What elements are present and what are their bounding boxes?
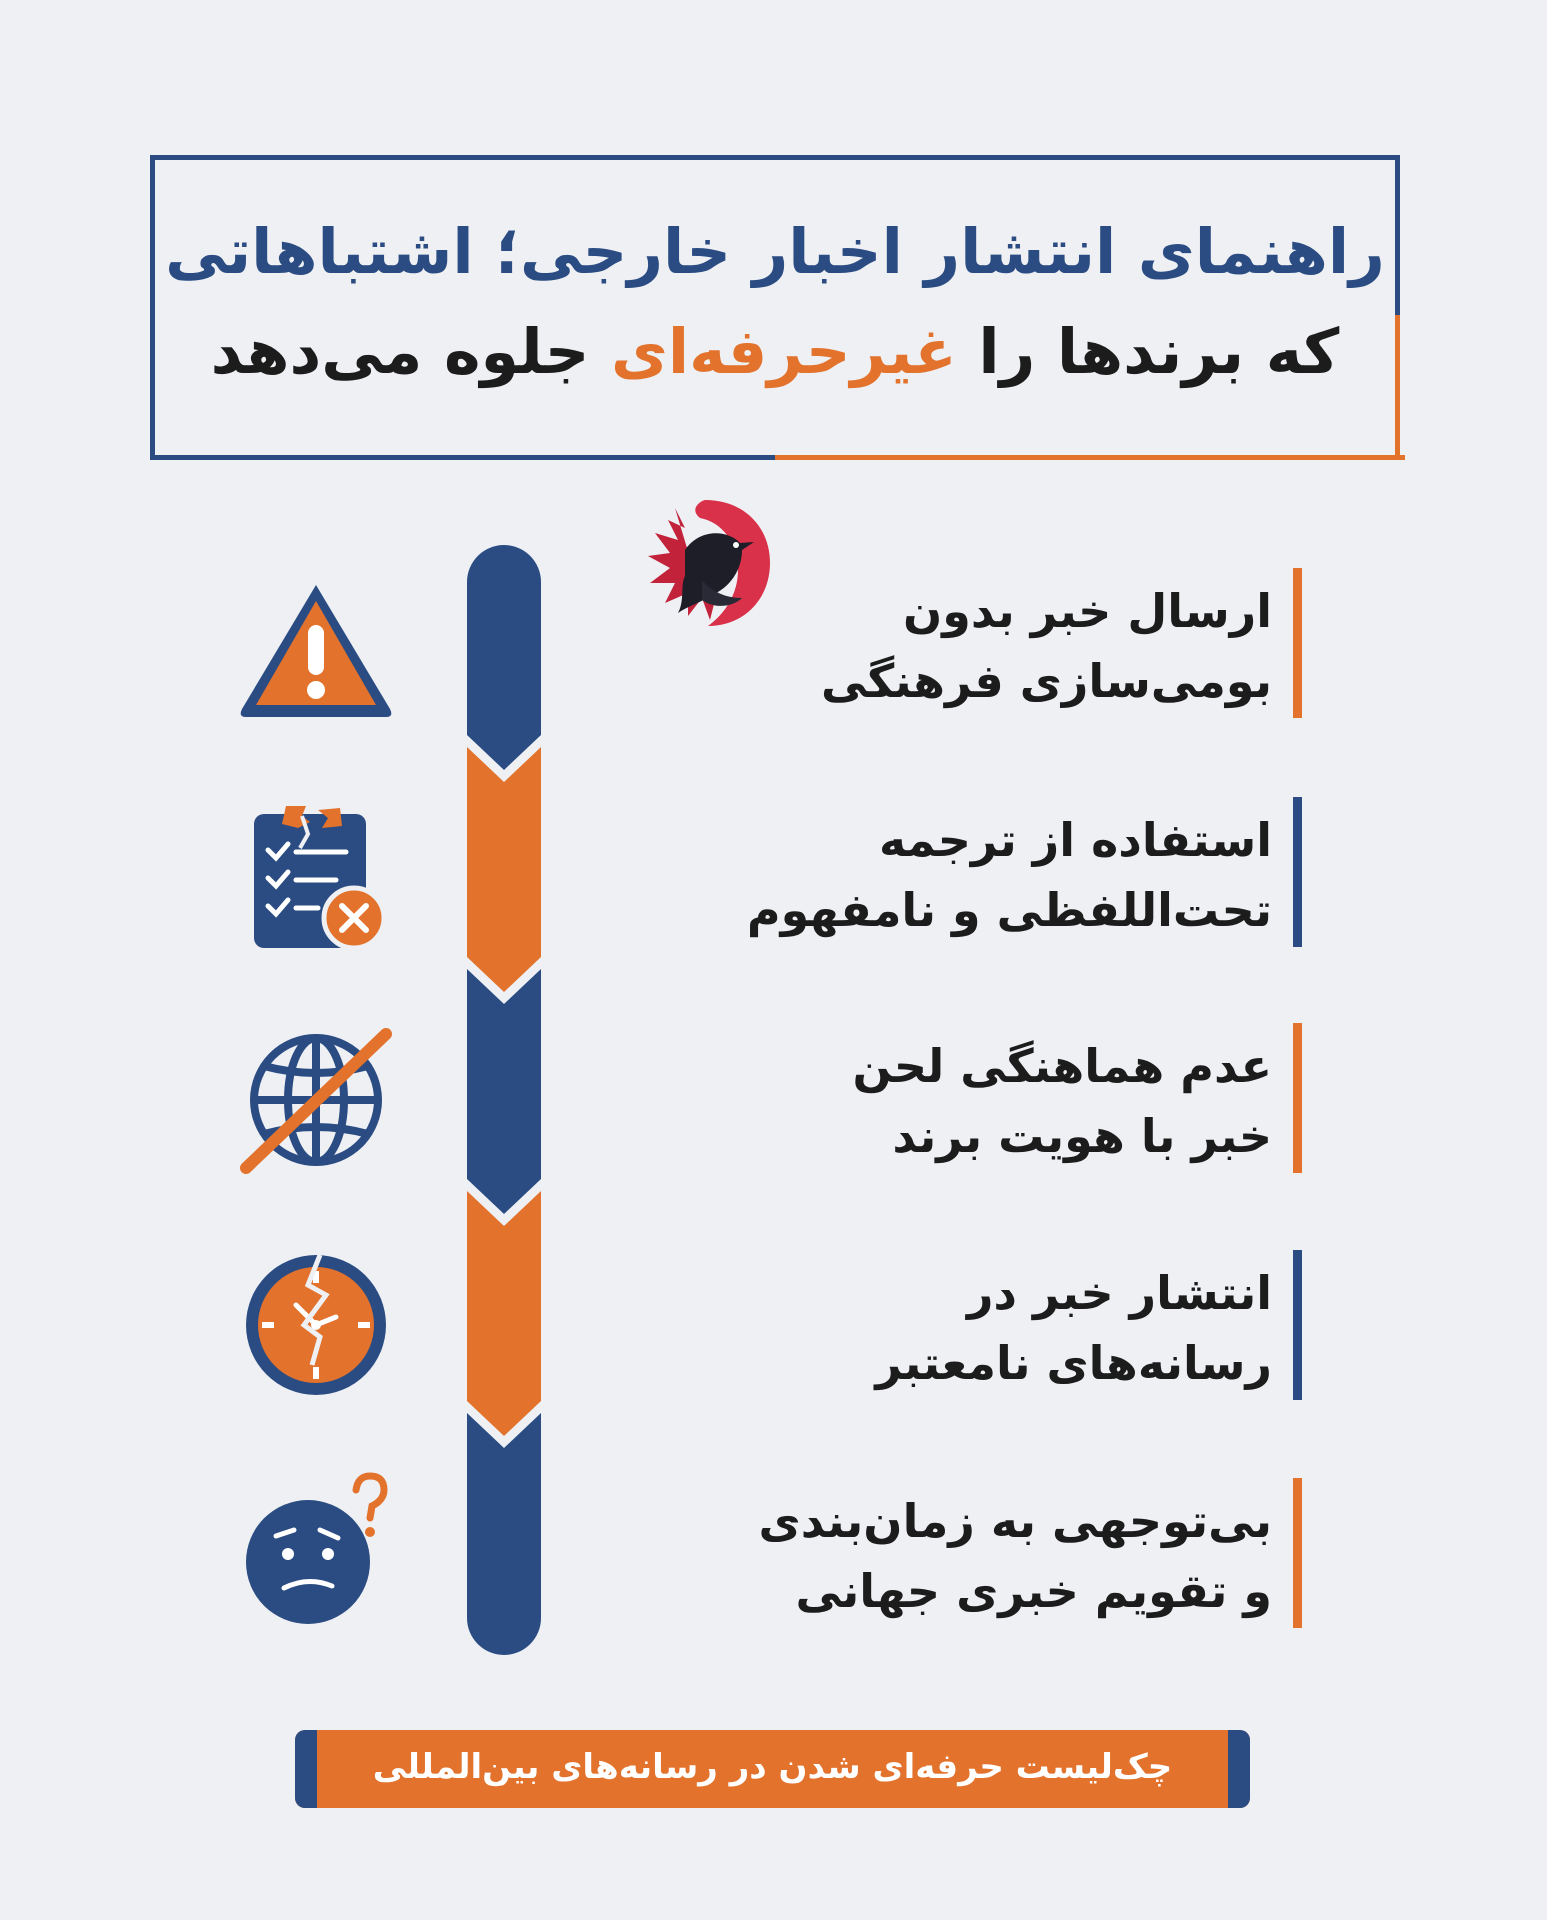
- item-line2: تحت‌اللفظی و نامفهوم: [746, 883, 1272, 937]
- list-item: [682, 797, 1302, 947]
- confused-face-icon: [236, 1470, 396, 1630]
- page-title-line2: [155, 315, 1395, 388]
- timeline-segment: [467, 969, 541, 1214]
- footer-cap: [1228, 1730, 1250, 1808]
- title-box-edge: [775, 455, 1405, 460]
- page-title-line1: راهنمای انتشار اخبار خارجی؛ اشتباهاتی: [165, 215, 1385, 288]
- footer-cap: [295, 1730, 317, 1808]
- item-line2: بومی‌سازی فرهنگی: [821, 654, 1272, 708]
- timeline-segment: [467, 747, 541, 992]
- warning-triangle-icon: [236, 577, 396, 737]
- timeline-segment: [467, 1413, 541, 1655]
- title-line2-part1: که برندها را: [956, 315, 1340, 388]
- item-line1: انتشار خبر در: [966, 1266, 1272, 1320]
- title-box-edge: [1395, 155, 1400, 315]
- title-highlight: غیرحرفه‌ای: [611, 315, 957, 388]
- broken-checklist-icon: [236, 800, 396, 960]
- footer-label: چک‌لیست حرفه‌ای شدن در رسانه‌های بین‌المللی: [372, 1747, 1173, 1787]
- item-line1: ارسال خبر بدون: [903, 584, 1272, 638]
- list-item: [682, 568, 1302, 718]
- crossed-globe-icon: [236, 1020, 396, 1180]
- item-accent-bar: [1293, 797, 1302, 947]
- title-box-edge: [150, 455, 775, 460]
- item-accent-bar: [1293, 568, 1302, 718]
- item-line1: بی‌توجهی به زمان‌بندی: [758, 1494, 1272, 1548]
- item-accent-bar: [1293, 1023, 1302, 1173]
- item-accent-bar: [1293, 1478, 1302, 1628]
- list-item: [682, 1023, 1302, 1173]
- list-item: [682, 1250, 1302, 1400]
- timeline-bar: [467, 545, 541, 1655]
- item-line1: استفاده از ترجمه: [879, 813, 1272, 867]
- title-line2-part2: جلوه می‌دهد: [210, 315, 612, 388]
- title-box-edge: [1395, 315, 1400, 460]
- item-line2: و تقویم خبری جهانی: [795, 1564, 1272, 1618]
- footer-banner: [295, 1730, 1250, 1808]
- item-accent-bar: [1293, 1250, 1302, 1400]
- timeline-segment: [467, 545, 541, 770]
- broken-clock-icon: [236, 1245, 396, 1405]
- title-box: [150, 155, 1395, 455]
- item-line2: رسانه‌های نامعتبر: [875, 1336, 1272, 1390]
- item-line1: عدم هماهنگی لحن: [852, 1039, 1272, 1093]
- item-line2: خبر با هویت برند: [892, 1109, 1272, 1163]
- list-item: [682, 1478, 1302, 1628]
- timeline-segment: [467, 1191, 541, 1436]
